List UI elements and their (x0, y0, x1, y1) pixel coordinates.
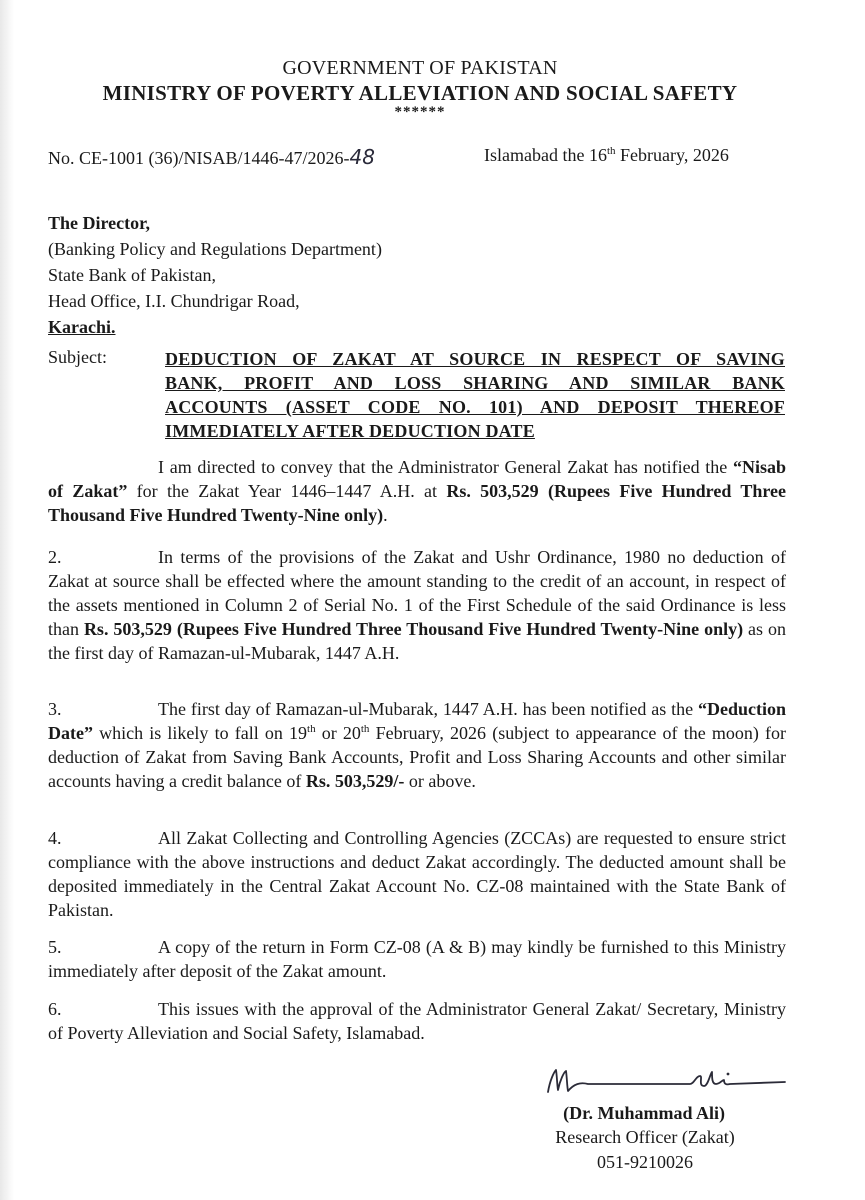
para1-text-a: I am directed to convey that the Administrator General Zakat has notified the (158, 457, 733, 477)
addressee-block (48, 210, 382, 340)
paragraph-6 (48, 997, 786, 1045)
addressee-bank: State Bank of Pakistan, (48, 265, 216, 285)
para2-amount: Rs. 503,529 (Rupees Five Hundred Three Thousand Five Hundred Twenty-Nine only) (83, 619, 744, 639)
subject-label: Subject: (48, 347, 107, 367)
para6-number: 6. (48, 999, 62, 1019)
addressee-office: Head Office, I.I. Chundrigar Road, (48, 291, 300, 311)
para3-text-c: or 20 (315, 723, 361, 743)
paragraph-4 (48, 826, 786, 922)
para3-sup-2: th (360, 723, 370, 735)
para3-text-d: February, 2026 (subject to appearance of the moon) for deduction of Zakat from Saving Bank Accounts, Profit and Loss Sharing Accounts and other similar accounts having a credit balance of (48, 723, 786, 791)
government-heading: GOVERNMENT OF PAKISTAN (282, 57, 558, 79)
reference-number (48, 145, 375, 169)
para3-text-e: or above. (404, 771, 476, 791)
subject-line-3: ACCOUNTS (ASSET CODE NO. 101) AND DEPOSIT THEREOF (165, 397, 785, 417)
paragraph-2 (48, 545, 786, 665)
subject-line-1: DEDUCTION OF ZAKAT AT SOURCE IN RESPECT OF SAVING (165, 349, 785, 369)
signature-stroke (548, 1070, 785, 1092)
date-month-year: February, 2026 (615, 145, 729, 165)
signatory-designation: Research Officer (Zakat) (555, 1127, 735, 1147)
para1-nisab-amount: Rs. 503,529 (Rupees Five Hundred Three Thousand Five Hundred Twenty-Nine only) (48, 481, 786, 525)
subject-text (165, 347, 785, 443)
para2-text-a: In terms of the provisions of the Zakat and Ushr Ordinance, 1980 no deduction of Zakat at source shall be effected where the amount standing to the credit of an account, in respect of the assets mentioned in Column 2 of Serial No. 1 of the First Schedule of the said Ordinance is less than (48, 547, 786, 639)
para3-deduction-date-term: “Deduction Date” (48, 699, 786, 743)
para6-text: This issues with the approval of the Administrator General Zakat/ Secretary, Ministry of Poverty Alleviation and Social Safety, Islamabad. (48, 999, 786, 1043)
signatory-name: (Dr. Muhammad Ali) (563, 1103, 725, 1123)
ministry-heading: MINISTRY OF POVERTY ALLEVIATION AND SOCIAL SAFETY (102, 81, 738, 105)
addressee-department: (Banking Policy and Regulations Department) (48, 239, 382, 259)
para4-text: All Zakat Collecting and Controlling Agencies (ZCCAs) are requested to ensure strict compliance with the above instructions and deduct Zakat accordingly. The deducted amount shall be deposited immediately in the Central Zakat Account No. CZ-08 maintained with the State Bank of Pakistan. (48, 828, 786, 920)
para3-sup-1: th (307, 723, 316, 735)
date-day-suffix: th (606, 145, 616, 157)
para5-number: 5. (48, 937, 62, 957)
handwritten-signature (540, 1062, 790, 1096)
addressee-title: The Director, (48, 213, 150, 233)
addressee-city: Karachi. (48, 317, 116, 337)
para1-text-b: for the Zakat Year 1446–1447 A.H. at (127, 481, 447, 501)
reference-number-text: No. CE-1001 (36)/NISAB/1446-47/2026- (48, 148, 350, 168)
para3-text-a: The first day of Ramazan-ul-Mubarak, 1447 A.H. has been notified as the (158, 699, 698, 719)
para2-text-b: as on the first day of Ramazan-ul-Mubarak, 1447 A.H. (48, 619, 786, 663)
para4-number: 4. (48, 828, 62, 848)
para3-amount: Rs. 503,529/- (305, 771, 405, 791)
handwritten-reference-suffix: 48 (349, 145, 375, 169)
letter-date (484, 145, 729, 166)
date-place-day: Islamabad the 16 (484, 145, 607, 165)
signature-dot (727, 1073, 730, 1076)
paragraph-5 (48, 935, 786, 983)
para2-number: 2. (48, 547, 62, 567)
para3-number: 3. (48, 699, 62, 719)
para5-text: A copy of the return in Form CZ-08 (A & B) may kindly be furnished to this Ministry immediately after deposit of the Zakat amount. (48, 937, 786, 981)
paragraph-1 (48, 455, 786, 527)
subject-line-2: BANK, PROFIT AND LOSS SHARING AND SIMILAR BANK (165, 373, 785, 393)
scan-shadow-edge (0, 0, 14, 1200)
heading-stars: ****** (394, 104, 446, 120)
paragraph-3 (48, 697, 786, 793)
subject-line-4: IMMEDIATELY AFTER DEDUCTION DATE (165, 421, 535, 441)
para1-text-c: . (383, 505, 388, 525)
signatory-phone: 051-9210026 (597, 1152, 693, 1172)
para3-text-b: which is likely to fall on 19 (92, 723, 308, 743)
para1-nisab-term: “Nisab of Zakat” (48, 457, 786, 501)
